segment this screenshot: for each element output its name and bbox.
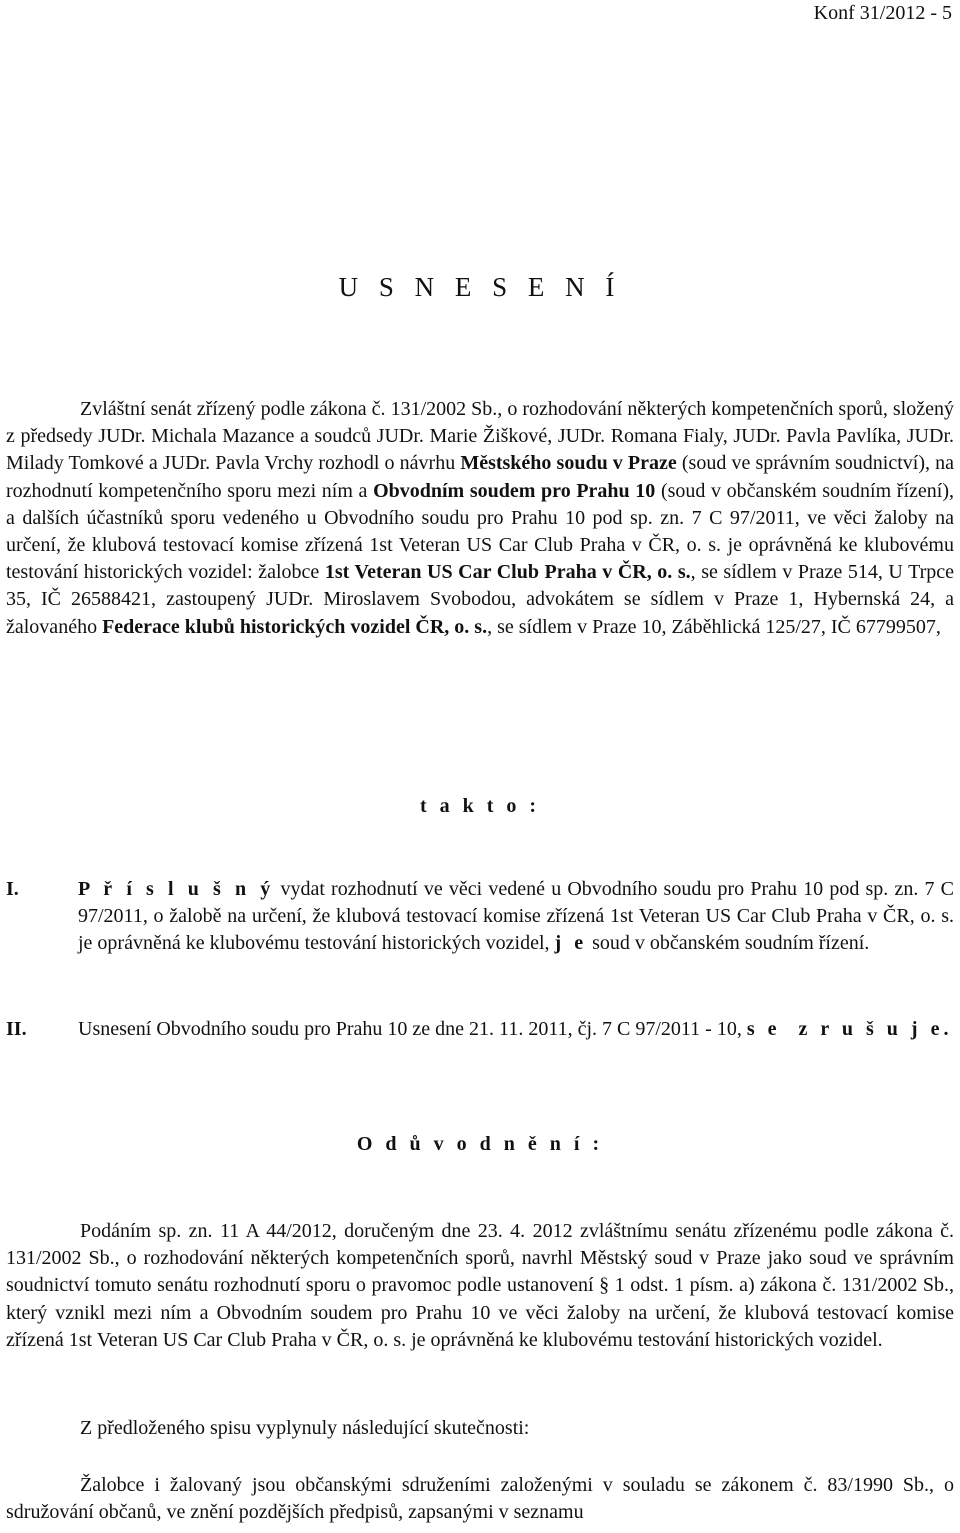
intro-paragraph <box>6 396 954 641</box>
intro-party-court-2: Obvodním soudem pro Prahu 10 <box>373 479 656 502</box>
intro-defendant: Federace klubů historických vozidel ČR, o. s. <box>102 615 488 638</box>
document-title: U S N E S E N Í <box>338 272 622 302</box>
verdict-item-body <box>78 1016 954 1043</box>
verdict-emphasis: P ř í s l u š n ý <box>78 878 275 900</box>
intro-text-5: , se sídlem v Praze 10, Záběhlická 125/27, IČ 67799507, <box>487 615 941 638</box>
intro-text-1: Zvláštní senát zřízený podle zákona č. 131/2002 Sb., o rozhodování některých kompetenčních sporů, složený z předsedy JUDr. Michala Mazance a soudců JUDr. Marie Žiškové, JUDr. Romana Fialy, JUDr. Pavla Pavlíka, JUDr. Milady Tomkové a JUDr. Pavla Vrchy rozhodl o návrhu <box>6 398 954 475</box>
verdict-text: Usnesení Obvodního soudu pro Prahu 10 ze dne 21. 11. 2011, čj. 7 C 97/2011 - 10, <box>78 1018 747 1040</box>
intro-text-4: , se sídlem v Praze 514, U Trpce 35, IČ 26588421, zastoupený JUDr. Miroslavem Svobodou, advokátem se sídlem v Praze 1, Hybernská 24, a žalovaného <box>6 561 954 638</box>
verdict-item-body <box>78 876 954 958</box>
intro-party-court-1: Městského soudu v Praze <box>460 452 677 475</box>
reasoning-paragraph-3: Žalobce i žalovaný jsou občanskými sdruženími založenými v souladu se zákonem č. 83/1990 Sb., o sdružování občanů, ve znění pozdějších předpisů, zapsanými v seznamu <box>6 1474 954 1524</box>
verdict-item-number: I. <box>6 878 19 900</box>
verdict-item-1 <box>6 876 954 958</box>
verdict-emphasis: s e z r u š u j e. <box>746 1018 953 1040</box>
intro-plaintiff: 1st Veteran US Car Club Praha v ČR, o. s. <box>324 561 691 584</box>
reasoning-paragraph-1: Podáním sp. zn. 11 A 44/2012, doručeným dne 23. 4. 2012 zvláštnímu senátu zřízenému podle zákona č. 131/2002 Sb., o rozhodování některých kompetenčních sporů, navrhl Městský soud v Praze jako soud ve správním soudnictví tomuto senátu rozhodnutí sporu o pravomoc podle ustanovení § 1 odst. 1 písm. a) zákona č. 131/2002 Sb., který vznikl mezi ním a Obvodním soudem pro Prahu 10 ve věci žaloby na určení, že klubová testovací komise zřízená 1st Veteran US Car Club Praha v ČR, o. s. je oprávněná ke klubovému testování historických vozidel. <box>6 1220 954 1351</box>
verdict-text: vydat rozhodnutí ve věci vedené u Obvodního soudu pro Prahu 10 pod sp. zn. 7 C 97/2011, o žalobě na určení, že klubová testovací komise zřízená 1st Veteran US Car Club Praha v ČR, o. s. je oprávněná ke klubovému testování historických vozidel, <box>78 878 954 955</box>
takto-heading: t a k t o : <box>419 795 541 817</box>
reasoning-paragraph-2: Z předloženého spisu vyplynuly následující skutečnosti: <box>80 1417 530 1439</box>
intro-text-2: (soud ve správním soudnictví), na rozhodnutí kompetenčního sporu mezi ním a <box>6 452 954 502</box>
page-reference: Konf 31/2012 - 5 <box>813 2 952 24</box>
intro-text-3: (soud v občanském soudním řízení), a dalších účastníků sporu vedeného u Obvodního soudu pro Prahu 10 pod sp. zn. 7 C 97/2011, ve věci žaloby na určení, že klubová testovací komise zřízená 1st Veteran US Car Club Praha v ČR, o. s. je oprávněná ke klubovému testování historických vozidel: žalobce <box>6 479 954 584</box>
verdict-emphasis: j e <box>554 932 588 955</box>
verdict-text: soud v občanském soudním řízení. <box>587 932 870 955</box>
verdict-item-number: II. <box>6 1018 27 1040</box>
verdict-item-2 <box>6 1016 954 1043</box>
reasoning-heading: O d ů v o d n ě n í : <box>356 1133 604 1155</box>
